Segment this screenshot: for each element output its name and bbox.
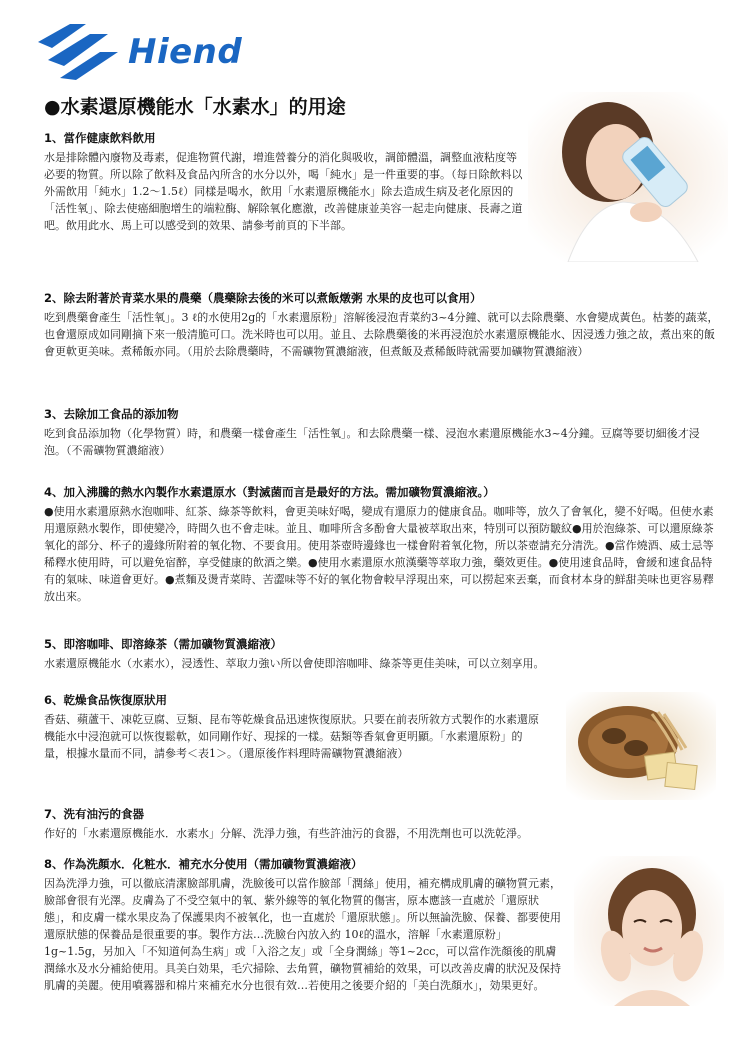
woman-drinking-photo bbox=[528, 92, 728, 262]
section-4 bbox=[44, 484, 720, 605]
section-body: 作好的「水素還原機能水．水素水」分解、洗淨力強，有些許油污的食器，不用洗劑也可以洗乾淨。 bbox=[44, 827, 528, 840]
section-heading: 6、乾燥食品恢復原狀用 bbox=[44, 693, 168, 707]
section-heading: 1、當作健康飲料飲用 bbox=[44, 131, 156, 145]
section-7 bbox=[44, 806, 720, 842]
woman-skincare-photo bbox=[574, 856, 724, 1006]
section-8 bbox=[44, 856, 564, 994]
hiend-logo-icon bbox=[30, 22, 122, 82]
section-5 bbox=[44, 636, 720, 672]
section-2 bbox=[44, 290, 720, 360]
section-6 bbox=[44, 692, 544, 762]
section-body: 吃到農藥會產生「活性氧」。3 ℓ的水使用2g的「水素還原粉」溶解後浸泡青菜約3~4分鐘、就可以去除農藥、水會變成黃色。枯萎的蔬菜，也會還原成如同剛摘下來一般清脆可口。洗米時也可以用。並且、去除農藥後的米再浸泡於水素還原機能水、因浸透力強之故，煮出來的飯會更軟更美味。煮稀飯亦同。（用於去除農藥時，不需礦物質濃縮液，但煮飯及煮稀飯時就需要加礦物質濃縮液） bbox=[44, 311, 719, 358]
section-body: ●使用水素還原熱水泡咖啡、紅茶、綠茶等飲料，會更美味好喝，變成有還原力的健康食品。咖啡等，放久了會氧化，變不好喝。但使水素用還原熱水製作，即使變冷，時間久也不會走味。並且、咖啡所含多酚會大量被萃取出來，特別可以預防皺紋●用於泡綠茶、可以還原綠茶氧化的部分、杯子的邊緣所附着的氧化物、不要食用。使用茶壺時邊緣也一樣會附着氧化物，所以茶壺請充分清洗。●當作燒酒、威士忌等稀釋水使用時，可以避免宿醉，享受健康的飲酒之樂。●使用水素還原水煎漢藥等萃取力強，藥效更佳。●使用速食品時，會緩和速食品特有的氣味、味道會更好。●煮麵及燙青菜時、苦澀味等不好的氧化物會較早浮現出來，可以撈起來丟棄，而食材本身的鮮甜美味也更容易釋放出來。 bbox=[44, 505, 714, 603]
section-3 bbox=[44, 406, 720, 459]
section-heading: 2、除去附著於青菜水果的農藥（農藥除去後的米可以煮飯燉粥 水果的皮也可以食用） bbox=[44, 291, 482, 305]
section-body: 因為洗淨力強，可以徹底清潔臉部肌膚，洗臉後可以當作臉部「潤絲」使用，補充構成肌膚的礦物質元素，臉部會很有光澤。皮膚為了不受空氣中的氧、紫外線等的氧化物質的傷害，原本應該一直處於「還原狀態」，和皮膚一樣水果皮為了保護果肉不被氧化，也一直處於「還原狀態」。所以無論洗臉、保養、都要使用還原狀態的保養品是很重要的事。製作方法…洗臉台內放入約 10ℓ的溫水，溶解「水素還原粉」1g~1.5g，另加入「不知道何為生病」或「入浴之友」或「全身潤絲」等1~2cc，可以當作洗顏後的肌膚潤絲水及水分補給使用。具美白効果，毛穴掃除、去角質，礦物質補給的效果，可以改善皮膚的狀況及保持肌膚的美麗。使用噴霧器和棉片來補充水分也很有效…若使用之後要介紹的「美白洗顏水」，効果更好。 bbox=[44, 877, 561, 992]
section-heading: 3、去除加工食品的添加物 bbox=[44, 407, 179, 421]
page-title: ●水素還原機能水「水素水」的用途 bbox=[44, 96, 346, 118]
section-body: 水素還原機能水（水素水），浸透性、萃取力強い所以會使即溶咖啡、綠茶等更佳美味，可以立刻享用。 bbox=[44, 657, 545, 670]
dried-food-photo bbox=[566, 692, 716, 800]
section-1 bbox=[44, 130, 526, 234]
section-heading: 8、作為洗顏水．化粧水．補充水分使用（需加礦物質濃縮液） bbox=[44, 857, 363, 871]
section-heading: 7、洗有油污的食器 bbox=[44, 807, 145, 821]
section-heading: 4、加入沸騰的熱水內製作水素還原水（對滅菌而言是最好的方法。需加礦物質濃縮液。） bbox=[44, 485, 495, 499]
brand-logo bbox=[30, 22, 243, 82]
section-body: 香菇、蘋蘆干、凍乾豆腐、豆類、昆布等乾燥食品迅速恢復原狀。只要在前表所敘方式製作的水素還原機能水中浸泡就可以恢復鬆軟，如同剛作好、現採的一樣。菇類等香氣會更明顯。「水素還原粉」的量，根據水量而不同，請參考＜表1＞。（還原後作料理時需礦物質濃縮液） bbox=[44, 713, 539, 760]
section-body: 水是排除體內廢物及毒素，促進物質代謝，增進營養分的消化與吸收，調節體溫，調整血液粘度等必要的物質。所以除了飲料及食品內所含的水分以外，喝「純水」是一件重要的事。（每日除飲料以外需飲用「純水」1.2〜1.5ℓ）同樣是喝水，飲用「水素還原機能水」除去造成生病及老化原因的「活性氧」、除去使癌細胞增生的端粒酶、解除氧化應激，改善健康並美容一起走向健康、長壽之道吧。飲用此水、馬上可以感受到的效果、請參考前頁的下半部。 bbox=[44, 151, 523, 232]
section-heading: 5、即溶咖啡、即溶綠茶（需加礦物質濃縮液） bbox=[44, 637, 282, 651]
section-body: 吃到食品添加物（化學物質）時，和農藥一樣會產生「活性氧」。和去除農藥一樣、浸泡水素還原機能水3~4分鐘。豆腐等要切細後才浸泡。（不需礦物質濃縮液） bbox=[44, 427, 700, 457]
brand-name: Hiend bbox=[128, 32, 243, 72]
